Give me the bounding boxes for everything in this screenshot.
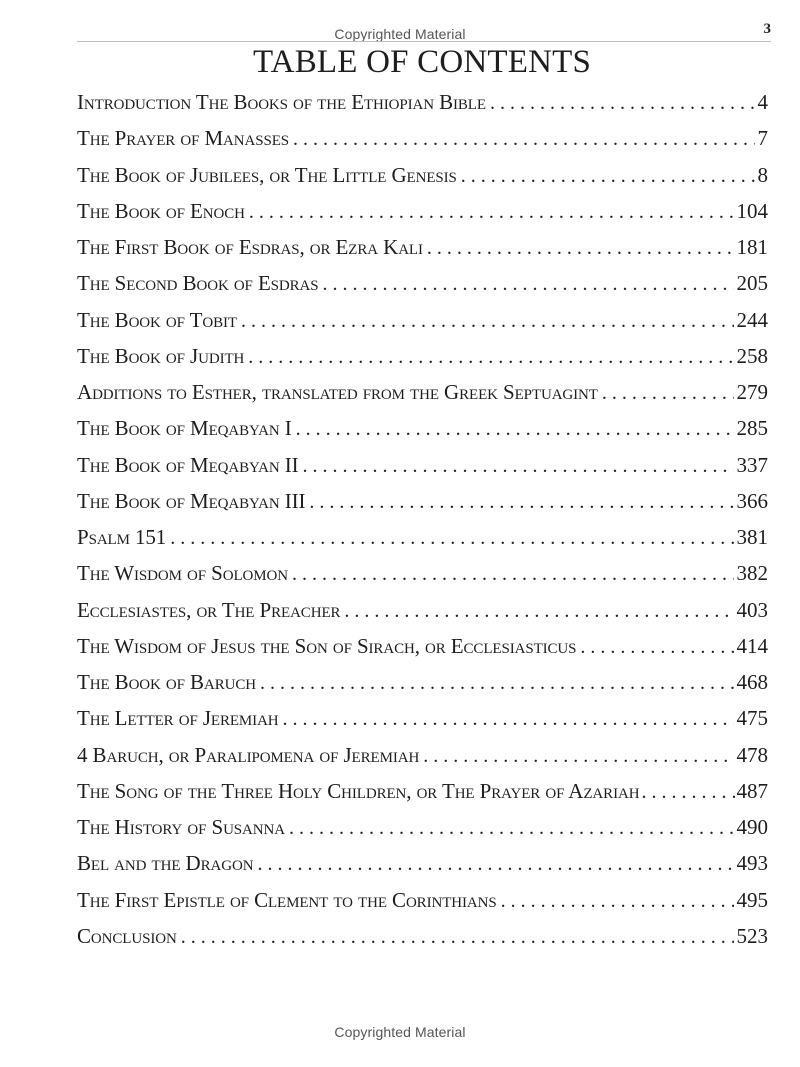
toc-entry-title: Introduction The Books of the Ethiopian Bible [77, 90, 486, 114]
toc-dot-leader [490, 85, 755, 120]
toc-entry-page: 244 [736, 307, 768, 332]
toc-dot-leader [248, 339, 733, 374]
toc-entry-page: 337 [736, 452, 768, 477]
toc-dot-leader [292, 556, 734, 591]
toc-dot-leader [501, 883, 734, 918]
toc-entry-title: Ecclesiastes, or The Preacher [77, 597, 341, 622]
toc-entry-title: The Wisdom of Jesus the Son of Sirach, or Ecclesiasticus [77, 633, 577, 658]
copyright-watermark-top: Copyrighted Material [334, 26, 466, 42]
toc-dot-leader [249, 194, 734, 229]
toc-entry-title: Psalm 151 [77, 525, 167, 549]
toc-dot-leader [309, 484, 733, 519]
toc-entry[interactable] [77, 265, 768, 301]
toc-entry-page: 104 [736, 198, 768, 223]
toc-entry[interactable] [77, 628, 768, 664]
toc-dot-leader [323, 266, 734, 301]
toc-dot-leader [344, 593, 733, 628]
toc-dot-leader [293, 121, 754, 156]
toc-entry-title: The Book of Judith [77, 343, 245, 368]
toc-entry-title: The Book of Tobit [77, 307, 237, 332]
toc-entry-page: 382 [736, 561, 768, 586]
toc-entry[interactable] [77, 84, 768, 120]
toc-entry[interactable] [77, 447, 768, 483]
toc-dot-leader [461, 158, 755, 193]
toc-entry-title: The Letter of Jeremiah [77, 706, 279, 731]
toc-entry-title: The First Epistle of Clement to the Corinthians [77, 887, 497, 912]
toc-entry-title: The Book of Meqabyan II [77, 452, 299, 477]
toc-entry-page: 205 [736, 271, 768, 296]
toc-entry-page: 4 [757, 90, 768, 114]
toc-entry-title: Conclusion [77, 923, 177, 948]
toc-entry-title: The Book of Meqabyan III [77, 488, 306, 513]
toc-dot-leader [181, 919, 734, 954]
toc-entry[interactable] [77, 592, 768, 628]
toc-entry-title: The History of Susanna [77, 815, 285, 839]
toc-entry[interactable] [77, 845, 768, 881]
toc-dot-leader [283, 701, 734, 736]
toc-entry-page: 495 [736, 887, 768, 912]
toc-entry-page: 181 [736, 235, 768, 259]
toc-entry-page: 523 [736, 923, 768, 948]
toc-entry[interactable] [77, 410, 768, 446]
toc-dot-leader [241, 303, 734, 338]
toc-entry-page: 8 [757, 162, 768, 187]
table-of-contents [77, 84, 768, 954]
toc-entry-page: 381 [736, 525, 768, 549]
toc-dot-leader [602, 375, 734, 410]
toc-entry[interactable] [77, 809, 768, 845]
page-number: 3 [763, 21, 771, 37]
toc-dot-leader [257, 846, 733, 881]
toc-entry-title: Additions to Esther, translated from the Greek Septuagint [77, 380, 598, 404]
toc-entry-title: Bel and the Dragon [77, 851, 254, 876]
toc-entry-title: The Book of Meqabyan I [77, 416, 292, 441]
toc-entry-page: 258 [736, 343, 768, 368]
toc-entry[interactable] [77, 302, 768, 338]
toc-dot-leader [296, 411, 734, 446]
toc-entry-title: The Book of Enoch [77, 198, 245, 223]
toc-entry-title: The First Book of Esdras, or Ezra Kali [77, 235, 423, 259]
toc-entry-page: 414 [736, 633, 768, 658]
toc-entry[interactable] [77, 737, 768, 773]
toc-entry[interactable] [77, 700, 768, 736]
toc-dot-leader [427, 230, 734, 265]
toc-entry[interactable] [77, 157, 768, 193]
toc-entry[interactable] [77, 664, 768, 700]
toc-entry-page: 493 [736, 851, 768, 876]
toc-dot-leader [423, 738, 733, 773]
toc-entry-page: 490 [736, 815, 768, 839]
toc-dot-leader [303, 448, 734, 483]
toc-entry-page: 487 [736, 778, 768, 803]
toc-entry-page: 279 [736, 380, 768, 404]
toc-entry-page: 468 [736, 670, 768, 694]
toc-entry[interactable] [77, 519, 768, 555]
toc-entry-page: 478 [736, 742, 768, 767]
toc-entry-title: 4 Baruch, or Paralipomena of Jeremiah [77, 742, 420, 767]
toc-entry[interactable] [77, 374, 768, 410]
toc-entry[interactable] [77, 120, 768, 156]
toc-entry[interactable] [77, 483, 768, 519]
toc-entry[interactable] [77, 918, 768, 954]
copyright-watermark-bottom: Copyrighted Material [334, 1024, 466, 1040]
toc-dot-leader [580, 629, 733, 664]
toc-entry-title: The Book of Baruch [77, 670, 256, 694]
toc-entry-title: The Wisdom of Solomon [77, 561, 288, 586]
toc-entry[interactable] [77, 773, 768, 809]
toc-entry[interactable] [77, 229, 768, 265]
toc-entry-page: 366 [736, 488, 768, 513]
toc-entry[interactable] [77, 193, 768, 229]
toc-dot-leader [289, 810, 734, 845]
toc-entry[interactable] [77, 338, 768, 374]
toc-entry-title: The Book of Jubilees, or The Little Genesis [77, 162, 457, 187]
page-title: TABLE OF CONTENTS [252, 44, 592, 80]
toc-dot-leader [170, 520, 733, 555]
toc-entry[interactable] [77, 882, 768, 918]
toc-dot-leader [641, 774, 734, 809]
toc-entry-page: 7 [757, 126, 768, 151]
toc-entry-page: 285 [736, 416, 768, 441]
toc-entry-title: The Song of the Three Holy Children, or The Prayer of Azariah [77, 778, 640, 803]
toc-entry[interactable] [77, 555, 768, 591]
toc-entry-title: The Prayer of Manasses [77, 126, 290, 151]
toc-entry-page: 403 [736, 597, 768, 622]
toc-dot-leader [260, 665, 734, 700]
toc-entry-title: The Second Book of Esdras [77, 271, 319, 296]
toc-entry-page: 475 [736, 706, 768, 731]
